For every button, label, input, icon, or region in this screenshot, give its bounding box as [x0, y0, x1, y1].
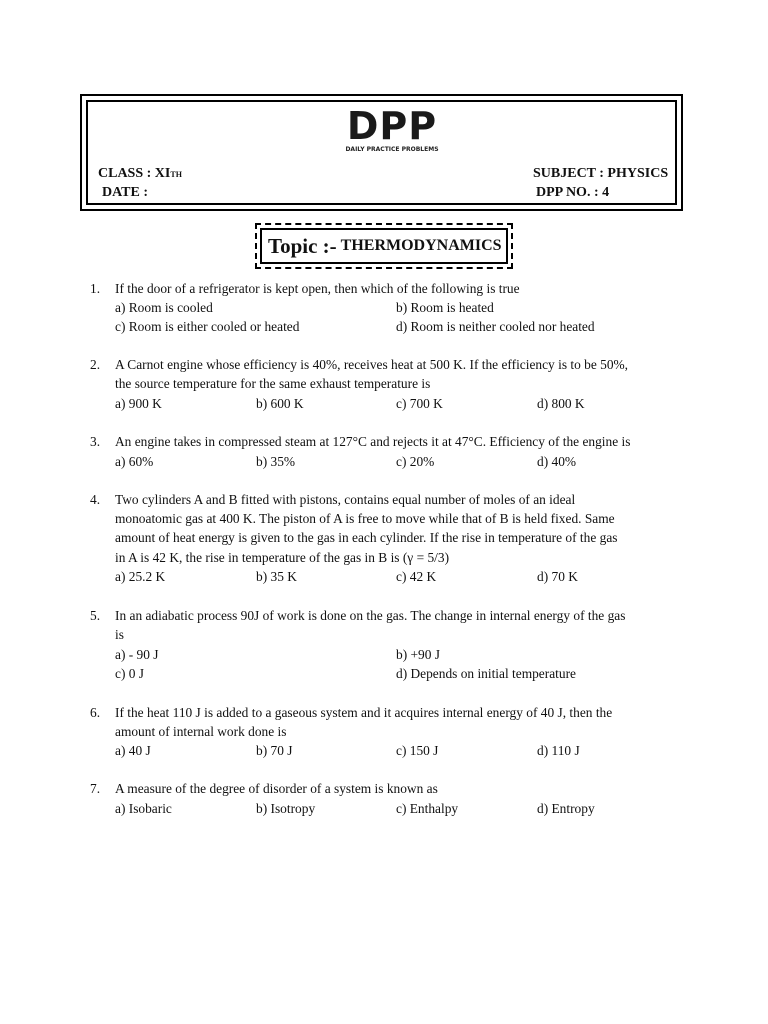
question-text — [115, 432, 680, 451]
option-d: d) 70 K — [537, 569, 578, 584]
option-d: d) Entropy — [537, 801, 595, 816]
header-box — [80, 94, 683, 211]
logo-text: DPP — [346, 104, 438, 148]
option-b: b) 35 K — [256, 569, 297, 584]
option-b: b) Room is heated — [396, 300, 494, 315]
option-a: a) 60% — [115, 454, 154, 469]
question-line: Two cylinders A and B fitted with pistons, contains equal number of moles of an ideal — [115, 492, 576, 507]
question-line: monoatomic gas at 400 K. The piston of A is free to move while that of B is held fixed. Same — [115, 511, 615, 527]
option-d: d) 40% — [537, 454, 577, 469]
option-b: b) 35% — [256, 454, 296, 469]
subject-field: SUBJECT : PHYSICS — [533, 166, 669, 181]
option-c: c) 20% — [396, 454, 435, 469]
question-line: the source temperature for the same exhaust temperature is — [115, 376, 431, 392]
header-inner-border — [86, 100, 677, 205]
option-d: d) 800 K — [537, 396, 585, 411]
option-c: c) 700 K — [396, 396, 443, 411]
option-c: c) 0 J — [115, 666, 145, 681]
question-text — [115, 606, 680, 644]
question-line: is — [115, 627, 124, 643]
class-label: CLASS : XI — [98, 166, 171, 181]
option-c: c) 42 K — [396, 569, 437, 584]
question-number: 6. — [90, 705, 101, 720]
date-field: DATE : — [102, 185, 149, 200]
option-d: d) Room is neither cooled nor heated — [396, 319, 595, 334]
question-number: 5. — [90, 608, 101, 623]
question-text — [115, 779, 680, 798]
option-a: a) 900 K — [115, 396, 162, 411]
option-a: a) Room is cooled — [115, 300, 213, 315]
question-line: If the door of a refrigerator is kept open, then which of the following is true — [115, 281, 520, 296]
option-a: a) - 90 J — [115, 647, 159, 662]
logo-subtitle: DAILY PRACTICE PROBLEMS — [345, 146, 439, 153]
topic-prefix: Topic :- — [268, 233, 337, 258]
option-b: b) +90 J — [396, 647, 441, 662]
question-line: in A is 42 K, the rise in temperature of the gas in B is (γ = 5/3) — [115, 549, 450, 565]
question-number: 4. — [90, 492, 101, 507]
option-d: d) 110 J — [537, 743, 580, 758]
option-b: b) Isotropy — [256, 801, 316, 816]
option-a: a) Isobaric — [115, 801, 172, 816]
question-line: amount of heat energy is given to the gas in each cylinder. If the rise in temperature of the gas — [115, 530, 618, 546]
question-number: 3. — [90, 434, 101, 449]
question-number: 2. — [90, 357, 101, 372]
class-field — [98, 166, 182, 182]
topic-title — [260, 228, 508, 264]
question-line: A Carnot engine whose efficiency is 40%, receives heat at 500 K. If the efficiency is to be 50%, — [115, 357, 629, 372]
class-suffix: th — [170, 166, 182, 180]
question-text — [115, 703, 680, 741]
dpp-number-field: DPP NO. : 4 — [536, 185, 610, 200]
option-c: c) 150 J — [396, 743, 439, 758]
option-d: d) Depends on initial temperature — [396, 666, 576, 681]
question-number: 7. — [90, 781, 101, 796]
question-line: amount of internal work done is — [115, 724, 287, 740]
question-text — [115, 490, 680, 567]
question-line: In an adiabatic process 90J of work is done on the gas. The change in internal energy of the gas — [115, 608, 626, 623]
option-a: a) 25.2 K — [115, 569, 166, 584]
question-text — [115, 279, 680, 298]
topic-box — [255, 223, 513, 269]
option-b: b) 600 K — [256, 396, 304, 411]
option-c: c) Room is either cooled or heated — [115, 319, 300, 334]
option-b: b) 70 J — [256, 743, 293, 758]
question-line: An engine takes in compressed steam at 127°C and rejects it at 47°C. Efficiency of the engine is — [115, 434, 631, 449]
question-line: If the heat 110 J is added to a gaseous system and it acquires internal energy of 40 J, then the — [115, 705, 613, 720]
option-a: a) 40 J — [115, 743, 151, 758]
question-number: 1. — [90, 281, 101, 296]
dpp-logo — [342, 106, 442, 154]
question-text — [115, 355, 680, 393]
question-line: A measure of the degree of disorder of a system is known as — [115, 781, 438, 796]
topic-name: THERMODYNAMICS — [340, 237, 502, 254]
option-c: c) Enthalpy — [396, 801, 459, 816]
